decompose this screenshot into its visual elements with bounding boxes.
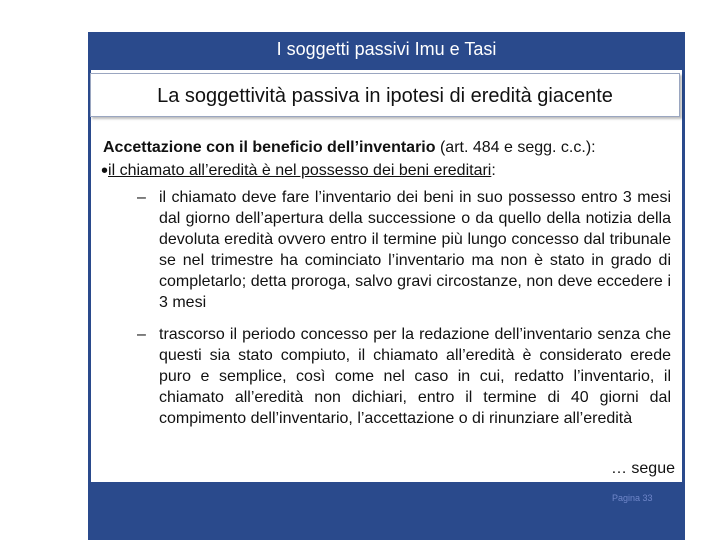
bullet-suffix: : — [491, 162, 496, 179]
segue-label: … segue — [610, 460, 675, 477]
slide-subtitle: La soggettività passiva in ipotesi di eredità giacente — [90, 73, 680, 117]
lead-line — [103, 139, 596, 157]
footer-bar — [88, 482, 685, 540]
lead-bold-text: Accettazione con il beneficio dell’inventario — [103, 139, 436, 156]
left-margin — [0, 0, 88, 540]
bullet-text: il chiamato all’eredità è nel possesso dei beni ereditari — [108, 162, 492, 179]
bullet-item — [101, 162, 496, 180]
dash-item-2 — [137, 324, 671, 429]
bullet-icon: • — [101, 160, 109, 182]
slide-title: I soggetti passivi Imu e Tasi — [88, 32, 685, 70]
page-number: Pagina 33 — [612, 493, 653, 503]
dash-icon: – — [137, 326, 146, 343]
dash-item-text: il chiamato deve fare l’inventario dei beni in suo possesso entro 3 mesi dal giorno dell’apertura della successione o da quello della notizia della devoluta eredità ovvero entro il termine più lungo concesso dal tribunale se nel trimestre ha cominciato l’inventario ma non è stato in grado di completarlo; detta proroga, salvo gravi circostanze, non deve eccedere i 3 mesi — [159, 189, 671, 311]
dash-icon: – — [137, 189, 146, 206]
lead-rest-text: (art. 484 e segg. c.c.): — [435, 139, 596, 156]
dash-item-1 — [137, 187, 671, 313]
dash-item-text: trascorso il periodo concesso per la redazione dell’inventario senza che questi sia stato compiuto, il chiamato all’eredità è considerato erede puro e semplice, così come nel caso in cui, redatto l’inventario, il chiamato all’eredità non dichiari, entro il termine di 40 giorni dal compimento dell’inventario, l’accettazione o di rinunziare all’eredità — [159, 326, 671, 427]
right-margin — [684, 0, 720, 540]
